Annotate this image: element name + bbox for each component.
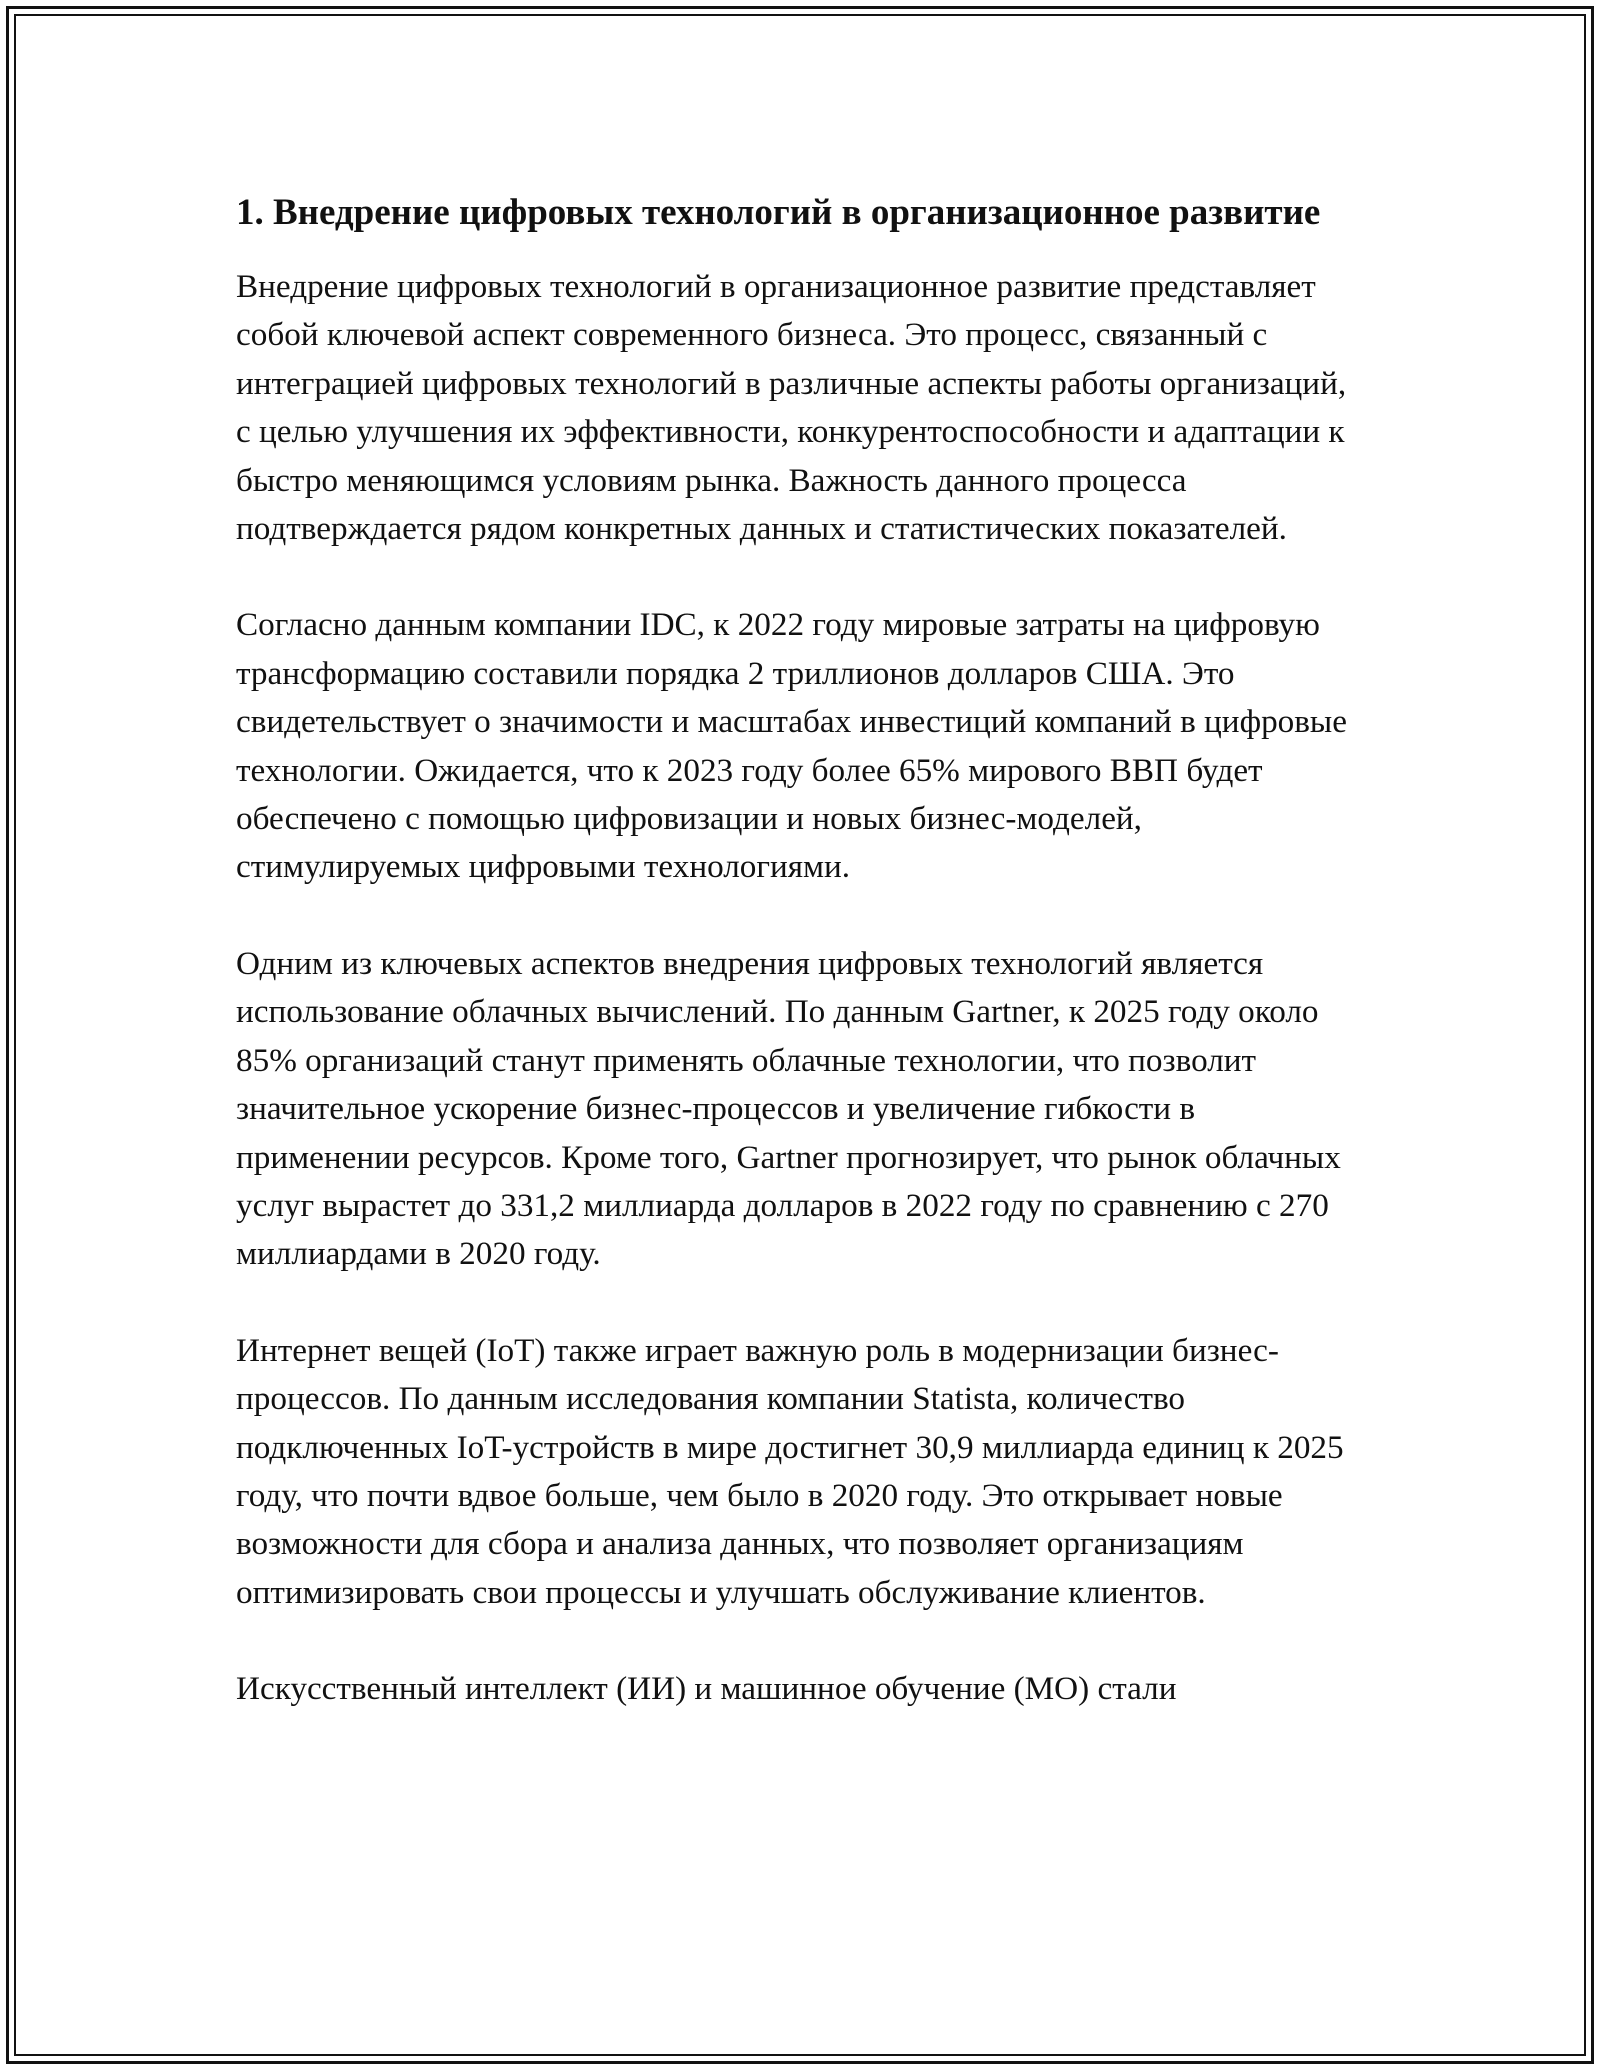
paragraph-ai: Искусственный интеллект (ИИ) и машинное обучение (МО) стали bbox=[236, 1670, 1177, 1708]
paragraph-cloud: Одним из ключевых аспектов внедрения цифровых технологий является использование облачных вычислений. По данным Gartner, к 2025 году около 85% организаций станут применять облачные технологии, что позволит значительное ускорение бизнес-процессов и увеличение гибкости в применении ресурсов. Кроме того, Gartner прогнозирует, что рынок облачных услуг вырастет до 331,2 миллиарда долларов в 2022 году по сравнению с 270 миллиардами в 2020 году. bbox=[236, 944, 1341, 1273]
section-heading: 1. Внедрение цифровых технологий в организационное развитие bbox=[236, 192, 1321, 233]
paragraph-intro: Внедрение цифровых технологий в организационное развитие представляет собой ключевой аспект современного бизнеса. Это процесс, связанный с интеграцией цифровых технологий в различные аспекты работы организаций, с целью улучшения их эффективности, конкурентоспособности и адаптации к быстро меняющимся условиям рынка. Важность данного процесса подтверждается рядом конкретных данных и статистических показателей. bbox=[236, 268, 1347, 548]
paragraph-idc: Согласно данным компании IDC, к 2022 году мировые затраты на цифровую трансформацию составили порядка 2 триллионов долларов США. Это свидетельствует о значимости и масштабах инвестиций компаний в цифровые технологии. Ожидается, что к 2023 году более 65% мирового ВВП будет обеспечено с помощью цифровизации и новых бизнес-моделей, стимулируемых цифровыми технологиями. bbox=[236, 606, 1347, 886]
paragraph-iot: Интернет вещей (IoT) также играет важную роль в модернизации бизнес-процессов. По данным исследования компании Statista, количество подключенных IoT-устройств в мире достигнет 30,9 миллиарда единиц к 2025 году, что почти вдвое больше, чем было в 2020 году. Это открывает новые возможности для сбора и анализа данных, что позволяет организациям оптимизировать свои процессы и улучшать обслуживание клиентов. bbox=[236, 1331, 1344, 1611]
document-body bbox=[236, 185, 1366, 1762]
